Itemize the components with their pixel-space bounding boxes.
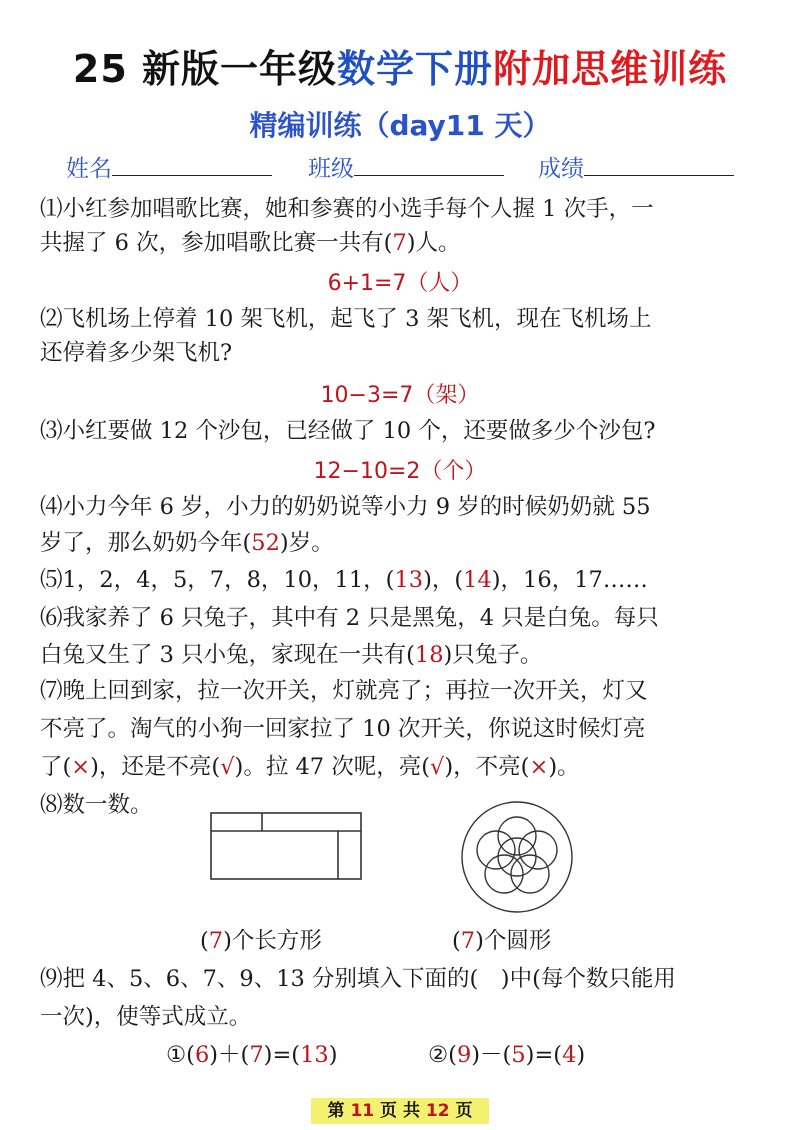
q3-solution: 12−10=2（个） [313,459,487,484]
page-title [0,38,800,93]
page-number: 第 11 页 共 12 页 [311,1098,489,1124]
score-field[interactable] [538,150,734,183]
q7-answer-4: × [529,754,549,780]
q2-solution: 10−3=7（架） [320,383,480,408]
name-blank[interactable] [112,153,272,176]
q3-line1: ⑶小红要做 12 个沙包，已经做了 10 个，还要做多少个沙包? [40,418,656,444]
q7-line3: 了(×)，还是不亮(√)。拉 47 次呢，亮(√)，不亮(×)。 [40,754,580,780]
q2-line1: ⑵飞机场上停着 10 架飞机，起飞了 3 架飞机，现在飞机场上 [40,306,652,332]
name-label: 姓名 [66,156,112,182]
class-label: 班级 [308,156,354,182]
q4-answer: 52 [251,530,280,556]
q7-answer-3: √ [430,754,445,780]
score-label: 成绩 [538,156,584,182]
circles-figure [458,798,576,916]
class-blank[interactable] [354,153,504,176]
q8-rect-count: (7)个长方形 [200,928,322,954]
q1-answer: 7 [392,230,407,256]
title-part-2: 数学下册 [337,47,494,91]
title-part-3: 附加思维训练 [493,47,728,91]
q4-line2: 岁了，那么奶奶今年(52)岁。 [40,530,334,556]
q1-line2: 共握了 6 次，参加唱歌比赛一共有(7)人。 [40,230,461,256]
q9-equation-1: ①(6)＋(7)=(13) [166,1042,338,1068]
rectangles-figure [205,808,365,883]
q6-line1: ⑹我家养了 6 只兔子，其中有 2 只是黑兔，4 只是白兔。每只 [40,605,659,631]
q5-line: ⑸1，2，4，5，7，8，10，11，(13)，(14)，16，17…… [40,567,648,593]
q8-circle-count: (7)个圆形 [452,928,552,954]
name-field[interactable] [66,150,272,183]
q1-line1: ⑴小红参加唱歌比赛，她和参赛的小选手每个人握 1 次手，一 [40,196,654,222]
q9-equation-2: ②(9)－(5)=(4) [428,1042,586,1068]
q4-line1: ⑷小力今年 6 岁，小力的奶奶说等小力 9 岁的时候奶奶就 55 [40,494,651,520]
score-blank[interactable] [584,153,734,176]
q2-line2: 还停着多少架飞机? [40,340,233,366]
q6-answer: 18 [414,642,444,668]
q8-rect-answer: 7 [208,928,224,954]
q7-line2: 不亮了。淘气的小狗一回家拉了 10 次开关，你说这时候灯亮 [40,716,646,742]
q8-circle-answer: 7 [460,928,476,954]
q9-line1: ⑼把 4、5、6、7、9、13 分别填入下面的( )中(每个数只能用 [40,966,676,992]
q5-answer-1: 13 [394,567,424,593]
title-part-1: 25 新版一年级 [72,47,338,91]
q8-label: ⑻数一数。 [40,792,153,818]
q7-answer-1: × [71,754,91,780]
subtitle: 精编训练（day11 天） [249,109,551,142]
q7-answer-2: √ [220,754,235,780]
q7-line1: ⑺晚上回到家，拉一次开关，灯就亮了；再拉一次开关，灯又 [40,678,648,704]
class-field[interactable] [308,150,504,183]
q6-line2: 白兔又生了 3 只小兔，家现在一共有(18)只兔子。 [40,642,543,668]
q1-solution: 6+1=7（人） [327,271,473,296]
q9-line2: 一次)，使等式成立。 [40,1004,252,1030]
q5-answer-2: 14 [463,567,492,593]
